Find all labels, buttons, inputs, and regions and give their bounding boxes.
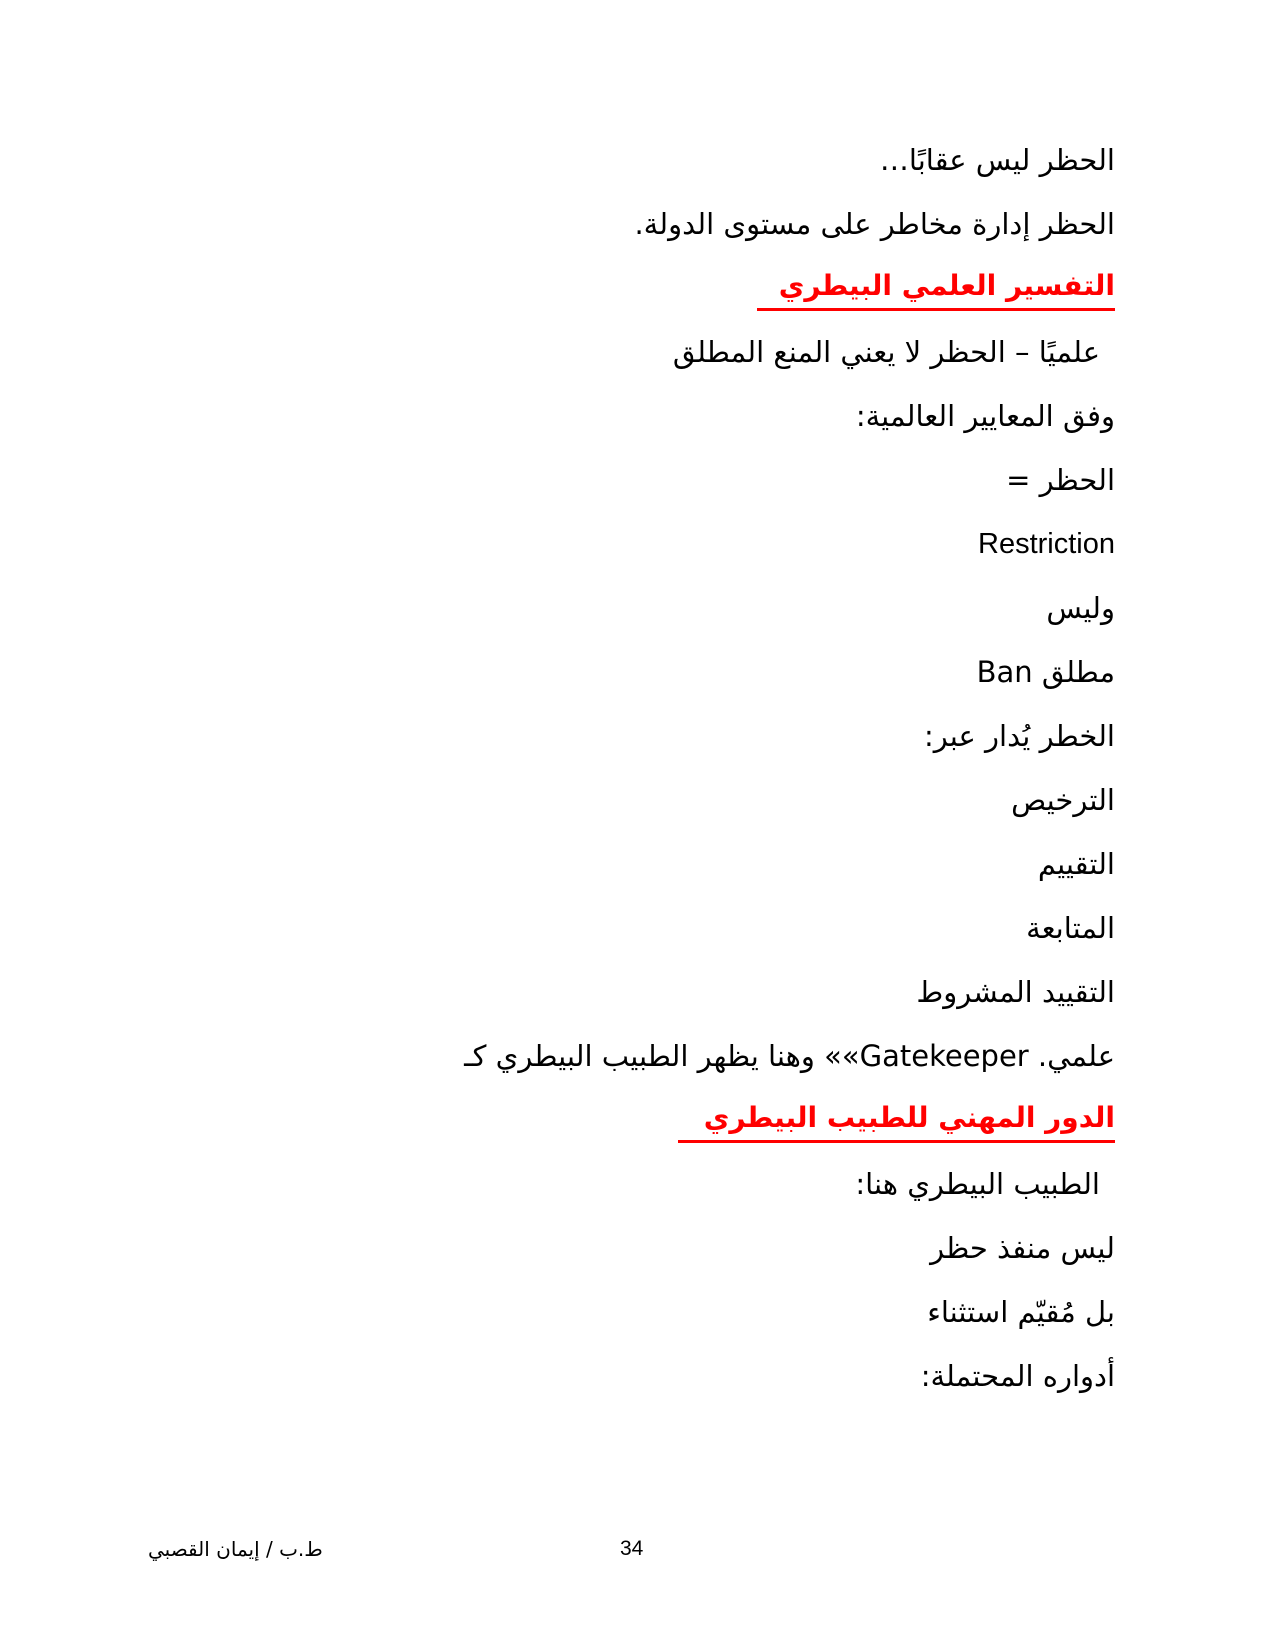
text-line: الحظر =: [1006, 463, 1115, 497]
text-line: أدواره المحتملة:: [920, 1359, 1115, 1393]
text-line: الخطر يُدار عبر:: [923, 719, 1115, 753]
page-number: 34: [620, 1537, 644, 1560]
text-line: الحظر ليس عقابًا…: [879, 143, 1115, 177]
text-line: وليس: [1046, 591, 1115, 625]
text-line: التقييد المشروط: [916, 975, 1115, 1009]
section-heading-scientific-interpretation: التفسير العلمي البيطري: [757, 268, 1115, 311]
text-line: التقييم: [1037, 847, 1115, 881]
text-line: علميًا – الحظر لا يعني المنع المطلق: [672, 335, 1100, 369]
text-line: الطبيب البيطري هنا:: [855, 1167, 1100, 1201]
text-line: الترخيص: [1011, 783, 1115, 817]
text-line: الحظر إدارة مخاطر على مستوى الدولة.: [634, 207, 1115, 241]
text-line: المتابعة: [1026, 911, 1115, 945]
text-line: وفق المعايير العالمية:: [855, 399, 1115, 433]
text-line: علمي. Gatekeeper»» وهنا يظهر الطبيب البيطري كـ: [464, 1039, 1115, 1073]
text-line: ليس منفذ حظر: [930, 1231, 1115, 1265]
section-heading-professional-role: الدور المهني للطبيب البيطري: [678, 1100, 1115, 1143]
text-line: مطلق Ban: [976, 655, 1115, 689]
footer-author: ط.ب / إيمان القصبي: [148, 1537, 323, 1561]
text-line-latin: Restriction: [978, 528, 1115, 560]
text-line: بل مُقيّم استثناء: [927, 1295, 1115, 1329]
